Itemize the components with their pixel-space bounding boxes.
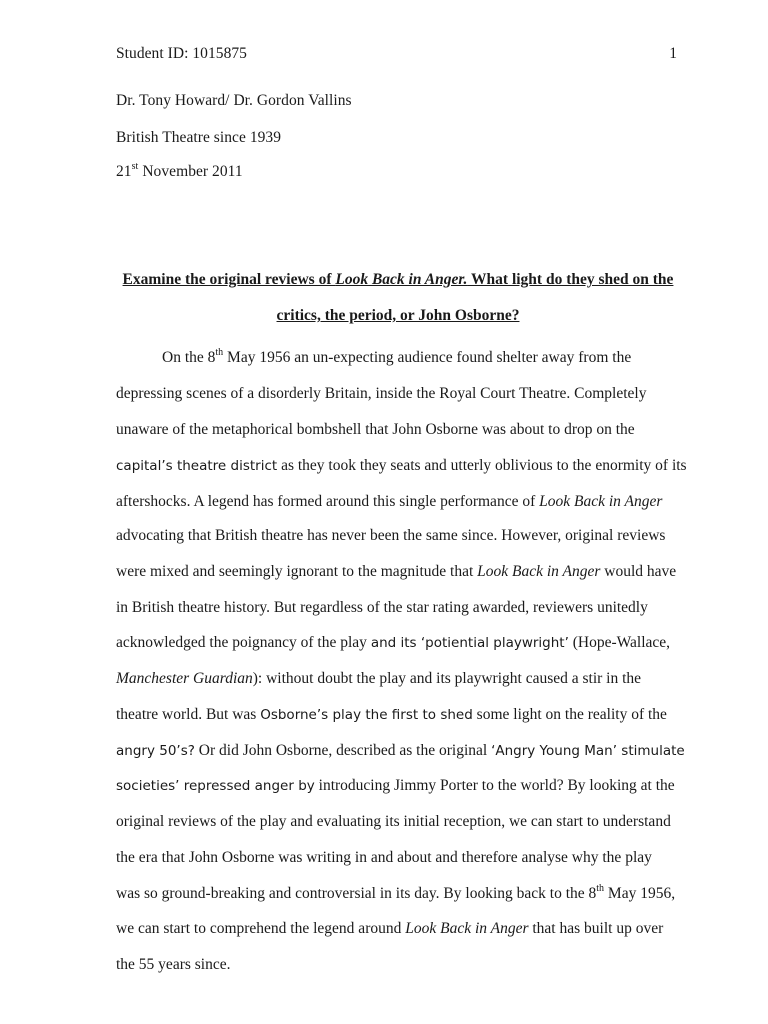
title-text-a: Examine the original reviews of	[122, 271, 336, 288]
body-line-1	[162, 348, 631, 368]
tutor-names	[116, 91, 352, 111]
body-text: would have	[600, 563, 677, 580]
body-text: May 1956 an un-expecting audience found shelter away from the	[223, 349, 632, 366]
student-id-header	[116, 44, 247, 64]
body-sup: th	[596, 882, 605, 894]
body-text-alt-font: societies’ repressed anger by	[116, 778, 315, 794]
body-text: that has built up over	[528, 920, 664, 937]
body-italic: Manchester Guardian	[116, 670, 253, 687]
body-text: advocating that British theatre has never been the same since. However, original reviews	[116, 527, 666, 544]
body-text: some light on the reality of the	[472, 706, 667, 723]
body-text: unaware of the metaphorical bombshell that John Osborne was about to drop on the	[116, 421, 635, 438]
body-line-15	[116, 848, 652, 868]
body-text-alt-font: angry 50’s?	[116, 743, 195, 759]
student-id-text: Student ID: 1015875	[116, 45, 247, 62]
body-text: (Hope-Wallace,	[568, 634, 671, 651]
date-rest: November 2011	[138, 163, 243, 180]
body-line-2	[116, 384, 646, 404]
body-text: the era that John Osborne was writing in and about and therefore analyse why the play	[116, 849, 652, 866]
body-line-11	[116, 705, 667, 725]
body-text-alt-font: capital’s theatre district	[116, 458, 278, 474]
title-text-line-2: critics, the period, or John Osborne?	[276, 307, 520, 324]
body-text: acknowledged the poignancy of the play	[116, 634, 371, 651]
body-text-alt-font: and its ‘potiential playwright’	[370, 635, 569, 651]
body-text: we can start to comprehend the legend around	[116, 920, 406, 937]
body-text-alt-font: ‘Angry Young Man’ stimulate	[491, 743, 685, 759]
body-line-18	[116, 955, 231, 975]
body-line-6	[116, 526, 665, 546]
body-text: May 1956,	[604, 885, 676, 902]
body-text: was so ground-breaking and controversial in its day. By looking back to the 8	[116, 885, 597, 902]
body-text: aftershocks. A legend has formed around this single performance of	[116, 493, 540, 510]
body-text: the 55 years since.	[116, 956, 231, 973]
body-text-alt-font: Osborne’s play the first to shed	[260, 707, 473, 723]
body-italic: Look Back in Anger	[405, 920, 529, 937]
body-text: original reviews of the play and evaluating its initial reception, we can start to understand	[116, 813, 671, 830]
body-line-4	[116, 456, 687, 476]
date-suffix: st	[131, 160, 139, 172]
page-number	[669, 44, 677, 64]
essay-title-line-1	[14, 270, 768, 290]
body-line-17	[116, 919, 663, 939]
body-text: as they took they seats and utterly oblivious to the enormity of its	[277, 457, 687, 474]
body-line-12	[116, 741, 685, 761]
body-text: in British theatre history. But regardless of the star rating awarded, reviewers unitedly	[116, 599, 648, 616]
body-text: depressing scenes of a disorderly Britain, inside the Royal Court Theatre. Completely	[116, 385, 647, 402]
body-italic: Look Back in Anger	[477, 563, 601, 580]
body-text: ): without doubt the play and its playwright caused a stir in the	[252, 670, 642, 687]
body-line-9	[116, 633, 670, 653]
body-line-10	[116, 669, 641, 689]
body-line-13	[116, 776, 675, 796]
tutor-names-text: Dr. Tony Howard/ Dr. Gordon Vallins	[116, 92, 352, 109]
date-day: 21	[116, 163, 132, 180]
body-text: On the 8	[162, 349, 216, 366]
body-line-7	[116, 562, 676, 582]
body-text: introducing Jimmy Porter to the world? By looking at the	[314, 777, 675, 794]
module-name-text: British Theatre since 1939	[116, 129, 282, 146]
module-name	[116, 128, 281, 148]
body-text: theatre world. But was	[116, 706, 261, 723]
essay-title-line-2	[14, 306, 768, 326]
page-number-text: 1	[669, 45, 677, 62]
body-line-14	[116, 812, 671, 832]
body-sup: th	[215, 346, 224, 358]
body-line-16	[116, 884, 675, 904]
body-italic: Look Back in Anger	[539, 493, 663, 510]
body-text: Or did John Osborne, described as the original	[194, 742, 492, 759]
body-line-8	[116, 598, 648, 618]
body-line-5	[116, 492, 662, 512]
submission-date	[116, 162, 243, 182]
body-text: were mixed and seemingly ignorant to the magnitude that	[116, 563, 478, 580]
body-line-3	[116, 420, 635, 440]
title-italic: Look Back in Anger.	[335, 271, 468, 288]
title-text-b: What light do they shed on the	[467, 271, 674, 288]
